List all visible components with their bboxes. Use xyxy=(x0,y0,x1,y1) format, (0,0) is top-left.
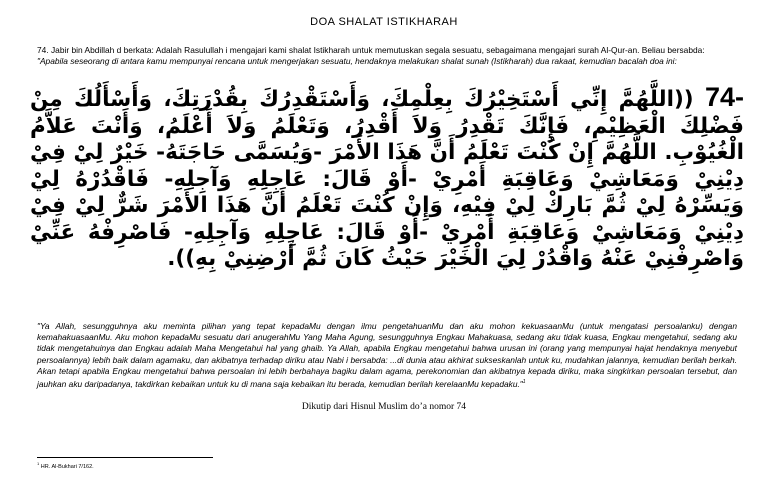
intro-paragraph xyxy=(37,45,737,67)
translation-paragraph xyxy=(37,321,737,390)
intro-text-2: berkata: Adalah Rasulullah xyxy=(123,45,226,55)
footnote-text: HR. Al-Bukhari 7/162. xyxy=(40,463,94,470)
hadith-number: -74 xyxy=(704,82,744,112)
arabic-text: ((اللَّهُمَّ إِنِّي أَسْتَخِيْرُكَ بِعِلْمِكَ، وَأَسْتَقْدِرُكَ بِقُدْرَتِكَ، وَأَسْأَلُكَ مِنْ فَضْلِكَ الْعَظِيْمِ، فَإِنَّكَ تَقْدِرُ وَلاَ أَقْدِرُ، وَتَعْلَمُ وَلاَ أَعْلَمُ، وَأَنْتَ عَلاَّمُ الْغُيُوْبِ. اللَّهُمَّ إِنْ كُنْتَ تَعْلَمُ أَنَّ هَذَا الأَمْرَ -وَيُسَمَّى حَاجَتَهُ- خَيْرٌ لِيْ فِيْ دِيْنِيْ وَمَعَاشِيْ وَعَاقِبَةِ أَمْرِيْ -أَوْ قَالَ: عَاجِلِهِ وَآجِلِهِ- فَاقْدُرْهُ لِيْ وَيَسِّرْهُ لِيْ ثُمَّ بَارِكْ لِيْ فِيْهِ، وَإِنْ كُنْتَ تَعْلَمُ أَنَّ هَذَا الأَمْرَ شَرٌّ لِيْ فِيْ دِيْنِيْ وَمَعَاشِيْ وَعَاقِبَةِ أَمْرِيْ -أَوْ قَالَ: عَاجِلِهِ وَآجِلِهِ- فَاصْرِفْهُ عَنِّيْ وَاصْرِفْنِيْ عَنْهُ وَاقْدُرْ لِيَ الْخَيْرَ حَيْثُ كَانَ ثُمَّ أَرْضِنِيْ بِهِ)). xyxy=(30,87,744,271)
footnote xyxy=(37,461,94,470)
footnote-number: 1 xyxy=(37,461,40,466)
translation-text: "Ya Allah, sesungguhnya aku meminta pilihan yang tepat kepadaMu dengan ilmu pengetahuanMu dan aku mohon kekuasaanMu (untuk mengatasi persoalanku) dengan kemahakuasaanMu. Aku mohon kepadaMu sesuatu dari anugerahMu Yang Maha Agung, sesungguhnya Engkau Mahakuasa, sedang aku tidak kuasa, Engkau mengetahui, sedang aku tidak mengetahuinya dan Engkau adalah Maha Mengetahui hal yang ghaib. Ya Allah, apabila Engkau mengetahui bahwa urusan ini (orang yang mempunyai hajat hendaknya menyebut persoalannya) lebih baik dalam agamaku, dan akibatnya terhadap diriku atau Nabi i bersabda: ...di dunia atau akhirat sukseskanlah untuk ku, mudahkan jalannya, kemudian berilah berkah. Akan tetapi apabila Engkau mengetahui bahwa persoalan ini lebih berbahaya bagiku dalam agama, perekonomian dan akibatnya kepada diriku, maka singkirkan persoalan tersebut, dan jauhkan aku daripadanya, takdirkan kebaikan untuk ku di mana saja kebaikan itu berada, kemudian berilah kerelaanMu kepadaku." xyxy=(37,321,737,389)
arabic-prayer-text xyxy=(30,84,744,273)
intro-honorific: d xyxy=(116,45,122,55)
source-citation: Dikutip dari Hisnul Muslim do’a nomor 74 xyxy=(301,402,467,412)
footnote-reference: 1 xyxy=(522,379,526,386)
page-title: DOA SHALAT ISTIKHARAH xyxy=(310,16,458,28)
intro-quote: "Apabila seseorang di antara kamu mempunyai rencana untuk mengerjakan sesuatu, hendaknya melakukan shalat sunah (Istikharah) dua rakaat, kemudian bacalah doa ini: xyxy=(37,56,677,66)
intro-text: 74. Jabir bin Abdillah xyxy=(37,45,117,55)
footnote-divider xyxy=(37,457,213,458)
intro-text-3: i mengajari kami shalat Istikharah untuk memutuskan segala sesuatu, sebagaimana mengajari surah Al-Qur-an. Beliau bersabda: xyxy=(225,45,705,55)
